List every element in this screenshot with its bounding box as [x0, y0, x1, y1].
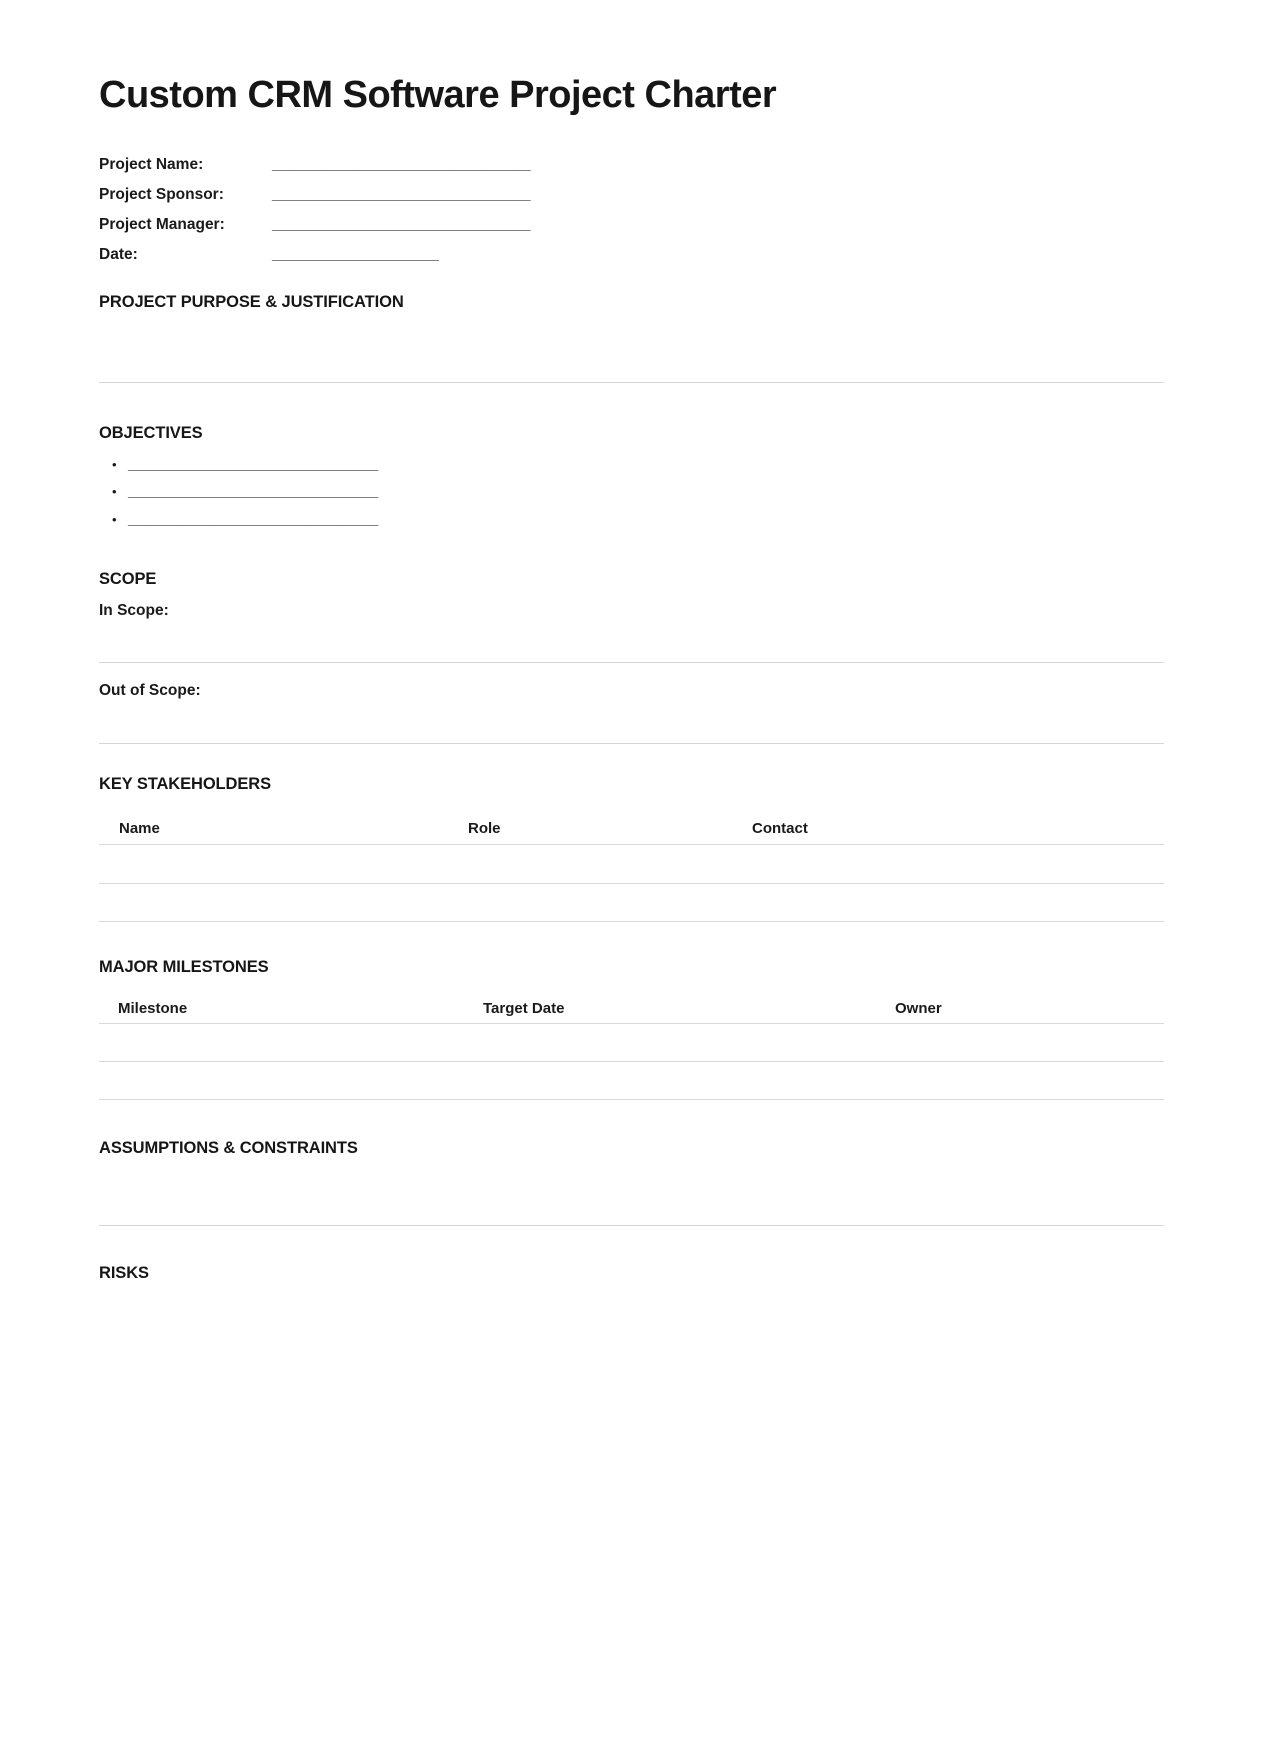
project-info-fields	[99, 150, 1164, 270]
assumptions-section-divider	[99, 1225, 1164, 1226]
purpose-section-heading: PROJECT PURPOSE & JUSTIFICATION	[99, 292, 404, 311]
stakeholders-table	[99, 813, 1164, 922]
objectives-section-heading: OBJECTIVES	[99, 423, 203, 442]
stakeholder-role-cell[interactable]	[448, 902, 732, 903]
objective-item	[112, 456, 1164, 484]
out-of-scope-divider	[99, 743, 1164, 744]
milestones-table-header-row	[99, 994, 1164, 1024]
stakeholders-column-role: Role	[468, 820, 501, 838]
milestones-table-row[interactable]	[99, 1062, 1164, 1100]
project-name-blank-line[interactable]: _______________________________	[272, 156, 531, 174]
milestones-column-owner: Owner	[895, 1000, 942, 1018]
stakeholders-table-header-row	[99, 813, 1164, 845]
milestone-target-date-cell[interactable]	[464, 1080, 876, 1081]
milestone-owner-cell[interactable]	[876, 1042, 1164, 1043]
date-label: Date:	[99, 245, 138, 263]
project-manager-blank-line[interactable]: _______________________________	[272, 216, 531, 234]
purpose-section-divider	[99, 382, 1164, 383]
assumptions-section-heading: ASSUMPTIONS & CONSTRAINTS	[99, 1139, 358, 1158]
field-row-project-manager	[99, 210, 1164, 240]
project-sponsor-blank-line[interactable]: _______________________________	[272, 186, 531, 204]
risks-section-heading: RISKS	[99, 1264, 149, 1283]
milestone-target-date-cell[interactable]	[464, 1042, 876, 1043]
objective-blank-line[interactable]: ______________________________	[128, 510, 379, 528]
field-row-project-sponsor	[99, 180, 1164, 210]
objective-blank-line[interactable]: ______________________________	[128, 483, 379, 501]
project-sponsor-label: Project Sponsor:	[99, 185, 224, 203]
date-blank-line[interactable]: ____________________	[272, 246, 439, 264]
objective-item	[112, 511, 1164, 539]
scope-section-heading: SCOPE	[99, 570, 157, 589]
milestones-column-target-date: Target Date	[483, 1000, 565, 1018]
field-row-date	[99, 240, 1164, 270]
stakeholders-column-contact: Contact	[752, 820, 808, 838]
project-name-label: Project Name:	[99, 155, 204, 173]
stakeholder-contact-cell[interactable]	[732, 902, 1164, 903]
stakeholder-name-cell[interactable]	[99, 902, 448, 903]
objective-blank-line[interactable]: ______________________________	[128, 455, 379, 473]
milestone-owner-cell[interactable]	[876, 1080, 1164, 1081]
in-scope-divider	[99, 662, 1164, 663]
stakeholders-table-row[interactable]	[99, 845, 1164, 884]
stakeholders-section-heading: KEY STAKEHOLDERS	[99, 775, 271, 794]
milestone-name-cell[interactable]	[99, 1042, 464, 1043]
field-row-project-name	[99, 150, 1164, 180]
document-page	[0, 74, 1263, 1283]
bullet-icon: •	[112, 511, 117, 527]
milestones-column-milestone: Milestone	[118, 1000, 188, 1018]
objectives-list	[99, 456, 1164, 539]
bullet-icon: •	[112, 456, 117, 472]
objective-item	[112, 483, 1164, 511]
bullet-icon: •	[112, 484, 117, 500]
stakeholders-column-name: Name	[119, 820, 160, 838]
in-scope-label: In Scope:	[99, 602, 169, 620]
stakeholder-contact-cell[interactable]	[732, 863, 1164, 864]
milestones-section-heading: MAJOR MILESTONES	[99, 958, 269, 977]
document-title: Custom CRM Software Project Charter	[99, 74, 777, 116]
stakeholder-name-cell[interactable]	[99, 863, 448, 864]
milestones-table	[99, 994, 1164, 1100]
project-manager-label: Project Manager:	[99, 215, 225, 233]
stakeholders-table-row[interactable]	[99, 884, 1164, 923]
milestone-name-cell[interactable]	[99, 1080, 464, 1081]
out-of-scope-label: Out of Scope:	[99, 682, 201, 700]
milestones-table-row[interactable]	[99, 1024, 1164, 1062]
stakeholder-role-cell[interactable]	[448, 863, 732, 864]
